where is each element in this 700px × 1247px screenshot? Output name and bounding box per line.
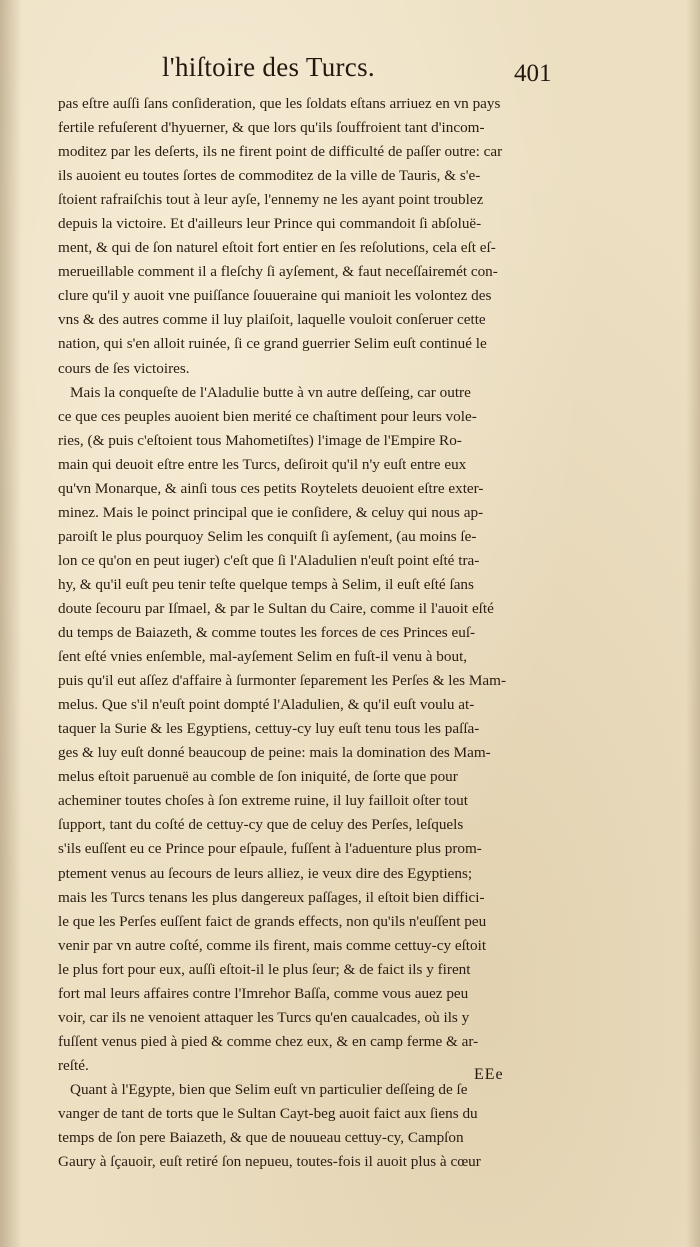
text-line: ſent eſté vnies enſemble, mal-ayſement Selim en fuſt-il venu à bout, (58, 648, 468, 666)
text-line: fort mal leurs affaires contre l'Imrehor Baſſa, comme vous auez peu (58, 984, 469, 1002)
text-line: cours de ſes victoires. (58, 359, 190, 377)
text-line: ges & luy euſt donné beaucoup de peine: mais la domination des Mam- (58, 744, 491, 762)
text-line: depuis la victoire. Et d'ailleurs leur Prince qui commandoit ſi abſoluë- (58, 215, 482, 233)
text-line: fuſſent venus pied à pied & comme chez eux, & en camp ferme & ar- (58, 1032, 479, 1050)
text-line: vanger de tant de torts que le Sultan Cayt-beg auoit faict aux ſiens du (58, 1104, 478, 1122)
text-line: lon ce qu'on en peut iuger) c'eſt que ſi l'Aladulien n'euſt point eſté tra- (58, 551, 480, 569)
text-line: le que les Perſes euſſent faict de grands effects, non qu'ils n'euſſent peu (58, 912, 487, 930)
text-line: pas eſtre auſſi ſans conſideration, que les ſoldats eſtans arriuez en vn pays (58, 95, 501, 112)
text-line: ſtoient rafraiſchis tout à leur ayſe, l'ennemy ne les ayant point troublez (58, 191, 484, 209)
text-line: hy, & qu'il euſt peu tenir teſte quelque temps à Selim, il euſt eſté ſans (58, 575, 474, 593)
text-line: le plus fort pour eux, auſſi eſtoit-il le plus ſeur; & de faict ils y firent (58, 960, 471, 978)
paragraph-start-line: Quant à l'Egypte, bien que Selim euſt vn particulier deſſeing de ſe (70, 1080, 468, 1098)
text-line: ſupport, tant du coſté de cettuy-cy que de celuy des Perſes, leſquels (58, 816, 464, 834)
text-line: mais les Turcs tenans les plus dangereux paſſages, il eſtoit bien diffici- (58, 888, 485, 906)
text-line: fertile refuſerent d'hyuerner, & que lors qu'ils ſouffroient tant d'incom- (58, 119, 485, 137)
text-line: voir, car ils ne venoient attaquer les Turcs qu'en caualcades, où ils y (58, 1008, 470, 1026)
text-line: taquer la Surie & les Egyptiens, cettuy-cy luy euſt tenu tous les paſſa- (58, 720, 480, 738)
text-line: acheminer toutes choſes à ſon extreme ruine, il luy failloit oſter tout (58, 792, 468, 810)
catchword-signature: EEe (474, 1066, 504, 1083)
text-line: doute ſecouru par Iſmael, & par le Sultan du Caire, comme il l'auoit eſté (58, 599, 494, 617)
text-line: melus eſtoit paruenuë au comble de ſon iniquité, de ſorte que pour (58, 768, 458, 786)
text-line: du temps de Baiazeth, & comme toutes les forces de ces Princes euſ- (58, 624, 476, 642)
page-number: 401 (514, 60, 552, 87)
text-line: minez. Mais le poinct principal que ie conſidere, & celuy qui nous ap- (58, 503, 484, 521)
text-line: merueillable comment il a fleſchy ſi ayſement, & faut neceſſairemét con- (58, 263, 498, 281)
text-line: ries, (& puis c'eſtoient tous Mahometiſtes) l'image de l'Empire Ro- (58, 431, 462, 449)
text-line: main qui deuoit eſtre entre les Turcs, deſiroit qu'il n'y euſt entre eux (58, 455, 467, 473)
text-line: vns & des autres comme il luy plaiſoit, laquelle vouloit conſeruer cette (58, 311, 486, 329)
running-head-title: l'hiſtoire des Turcs. (162, 52, 375, 82)
text-line: s'ils euſſent eu ce Prince pour eſpaule, fuſſent à l'aduenture plus prom- (58, 840, 482, 858)
text-line: puis qu'il eut aſſez d'affaire à ſurmonter ſeparement les Perſes & les Mam- (58, 672, 507, 690)
text-line: ce que ces peuples auoient bien merité ce chaſtiment pour leurs vole- (58, 407, 477, 425)
text-line: ils auoient eu toutes ſortes de commoditez de la ville de Tauris, & s'e- (58, 167, 481, 185)
text-line: ptement venus au ſecours de leurs alliez, ie veux dire des Egyptiens; (58, 864, 473, 882)
text-line: melus. Que s'il n'euſt point dompté l'Aladulien, & qu'il euſt voulu at- (58, 696, 475, 714)
text-line: clure qu'il y auoit vne puiſſance ſouueraine qui manioit les volontez des (58, 287, 492, 305)
body-text (58, 92, 570, 1174)
text-line: moditez par les deſerts, ils ne firent point de difficulté de paſſer outre: car (58, 143, 503, 161)
text-line: Gaury à ſçauoir, euſt retiré ſon nepueu, toutes-fois il auoit plus à cœur (58, 1153, 481, 1171)
text-line: venir par vn autre coſté, comme ils firent, mais comme cettuy-cy eſtoit (58, 936, 487, 954)
text-line: ment, & qui de ſon naturel eſtoit fort entier en ſes reſolutions, cela eſt eſ- (58, 239, 496, 257)
text-line: qu'vn Monarque, & ainſi tous ces petits Roytelets deuoient eſtre exter- (58, 479, 484, 497)
text-line: reſté. (58, 1056, 89, 1074)
text-line: paroiſt le plus pourquoy Selim les conquiſt ſi ayſement, (au moins ſe- (58, 527, 477, 545)
paragraph-start-line: Mais la conqueſte de l'Aladulie butte à vn autre deſſeing, car outre (70, 383, 471, 401)
text-line: temps de ſon pere Baiazeth, & que de nouueau cettuy-cy, Campſon (58, 1129, 464, 1147)
text-line: nation, qui s'en alloit ruinée, ſi ce grand guerrier Selim euſt continué le (58, 335, 487, 353)
